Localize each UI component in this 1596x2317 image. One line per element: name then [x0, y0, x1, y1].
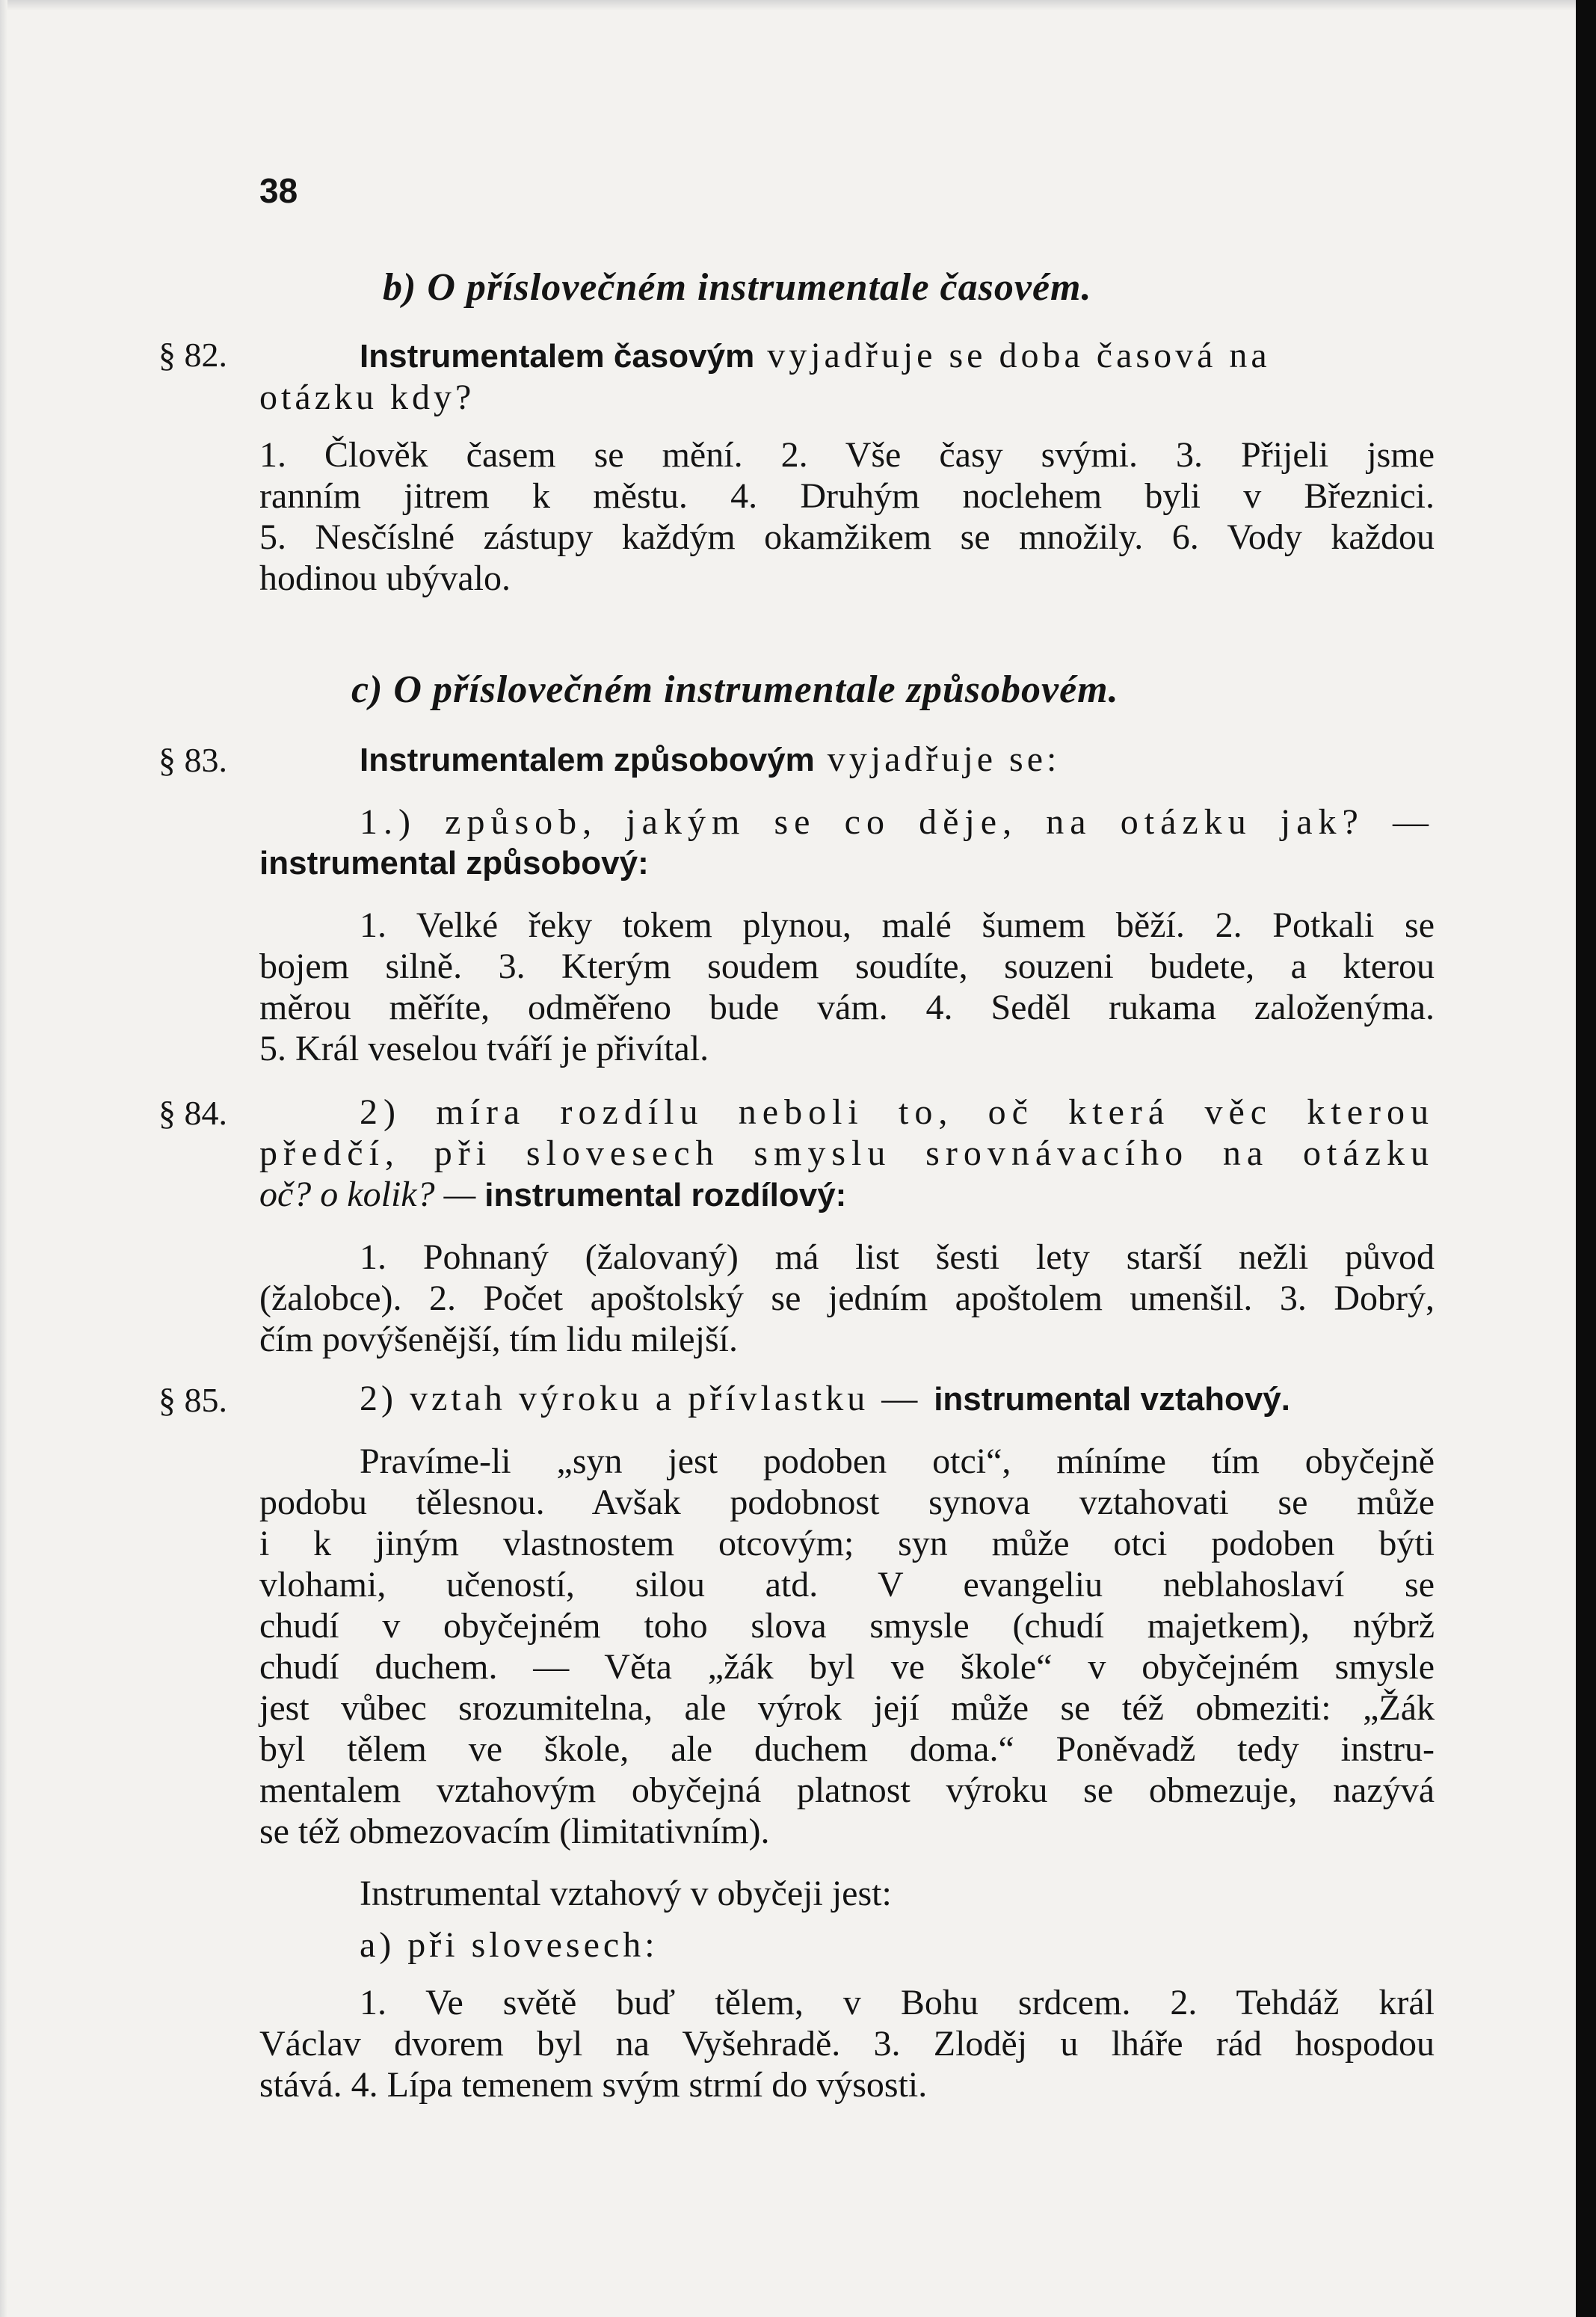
p85-body-line: se též obmezovacím (limitativním).	[259, 1812, 770, 1851]
p82-term: Instrumentalem časovým	[360, 338, 755, 375]
p85-line1	[259, 1378, 1435, 1420]
p83-example-1: 1. Velké řeky tokem plynou, malé šumem běží. 2. Potkali se	[360, 905, 1435, 945]
p85-body-line: Pravíme-li „syn jest podoben otci“, míníme tím obyčejně	[360, 1441, 1435, 1481]
page-number: 38	[259, 171, 298, 210]
p84-question: oč? o kolik? —	[259, 1175, 485, 1214]
p83-item1: 1.) způsob, jakým se co děje, na otázku jak? —	[360, 802, 1435, 842]
p85-term: instrumental vztahový.	[934, 1381, 1290, 1418]
p85-example-2: Václav dvorem byl na Vyšehradě. 3. Zloděj u lháře rád hospodou	[259, 2024, 1435, 2064]
scan-edge-top	[0, 0, 1576, 10]
p82-example-1: 1. Člověk časem se mění. 2. Vše časy svými. 3. Přijeli jsme	[259, 435, 1435, 475]
p85-example-1: 1. Ve světě buď tělem, v Bohu srdcem. 2. Tehdáž král	[360, 1983, 1435, 2022]
p82-example-3: 5. Nesčíslné zástupy každým okamžikem se množily. 6. Vody každou	[259, 517, 1435, 557]
paragraph-84	[259, 1092, 1435, 1360]
p85-body-line: jest vůbec srozumitelna, ale výrok její může se též obmeziti: „Žák	[259, 1688, 1435, 1728]
scan-edge-right	[1576, 0, 1596, 2317]
p85-body-line: byl tělem ve škole, ale duchem doma.“ Poněvadž tedy instru-	[259, 1729, 1435, 1769]
p83-example-2: bojem silně. 3. Kterým soudem soudíte, souzeni budete, a kterou	[259, 947, 1435, 986]
paragraph-number-85: § 85.	[158, 1381, 227, 1419]
heading-section-b: b) O příslovečném instrumentale časovém.	[383, 266, 1092, 309]
p84-line3	[259, 1174, 1435, 1216]
p85-line-b: a) při slovesech:	[360, 1925, 659, 1965]
p85-intro: 2) vztah výroku a přívlastku —	[360, 1379, 934, 1418]
p85-body-line: chudí v obyčejném toho slova smysle (chudí majetkem), nýbrž	[259, 1606, 1435, 1646]
paragraph-83	[259, 739, 1435, 1069]
scan-edge-left	[0, 0, 7, 2317]
p85-body	[259, 1441, 1435, 1852]
paragraph-number-82: § 82.	[158, 336, 227, 374]
heading-section-c: c) O příslovečném instrumentale způsobovém.	[351, 668, 1119, 711]
p85-body-line: podobu tělesnou. Avšak podobnost synova vztahovati se může	[259, 1483, 1435, 1522]
p82-example-2: ranním jitrem k městu. 4. Druhým noclehem byli v Březnici.	[259, 476, 1435, 516]
p82-line1	[259, 335, 1435, 377]
p83-line1	[259, 739, 1435, 781]
p83-term: Instrumentalem způsobovým	[360, 742, 815, 778]
p85-body-line: i k jiným vlastnostem otcovým; syn může otci podoben býti	[259, 1524, 1435, 1563]
p82-line2: otázku kdy?	[259, 378, 475, 417]
p85-body-line: chudí duchem. — Věta „žák byl ve škole“ v obyčejném smysle	[259, 1647, 1435, 1687]
p83-rest: vyjadřuje se:	[814, 739, 1061, 779]
p85-body-line: vlohami, učeností, silou atd. V evangeliu neblahoslaví se	[259, 1565, 1435, 1604]
p85-example-3: stává. 4. Lípa temenem svým strmí do výsosti.	[259, 2065, 928, 2105]
paragraph-number-83: § 83.	[158, 741, 227, 779]
p85-line-a: Instrumental vztahový v obyčeji jest:	[360, 1874, 892, 1913]
paragraph-85	[259, 1378, 1435, 2105]
p84-line1: 2) míra rozdílu neboli to, oč která věc kterou	[360, 1092, 1435, 1132]
p84-term: instrumental rozdílový:	[484, 1177, 847, 1213]
p83-item1-term: instrumental způsobový:	[259, 845, 649, 881]
p84-example-1: 1. Pohnaný (žalovaný) má list šesti lety starší nežli původ	[360, 1237, 1435, 1277]
p82-example-4: hodinou ubývalo.	[259, 559, 511, 598]
p84-example-2: (žalobce). 2. Počet apoštolský se jedním apoštolem umenšil. 3. Dobrý,	[259, 1278, 1435, 1318]
paragraph-number-84: § 84.	[158, 1094, 227, 1132]
p83-example-3: měrou měříte, odměřeno bude vám. 4. Seděl rukama založenýma.	[259, 988, 1435, 1027]
p85-body-line: mentalem vztahovým obyčejná platnost výroku se obmezuje, nazývá	[259, 1770, 1435, 1810]
p84-example-3: čím povýšenější, tím lidu milejší.	[259, 1320, 738, 1359]
p83-example-4: 5. Král veselou tváří je přivítal.	[259, 1029, 709, 1068]
p82-rest: vyjadřuje se doba časová na	[754, 336, 1271, 375]
p84-line2: předčí, při slovesech smyslu srovnávacího na otázku	[259, 1133, 1435, 1173]
paragraph-82	[259, 335, 1435, 599]
